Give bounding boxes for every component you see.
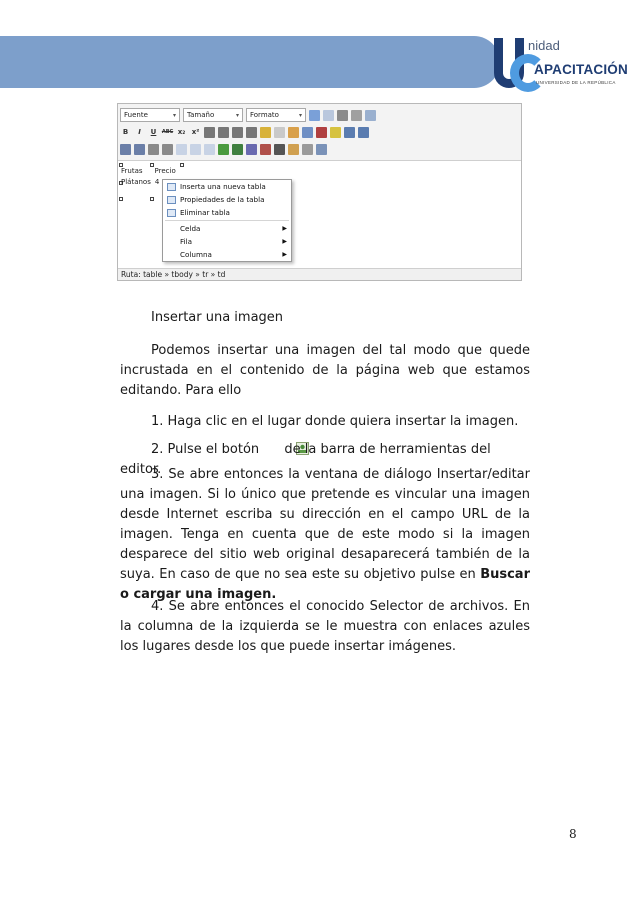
- format-dropdown-label: Formato: [250, 111, 279, 119]
- font-dropdown[interactable]: [120, 108, 180, 122]
- redo-icon[interactable]: [323, 110, 334, 121]
- size-dropdown-label: Tamaño: [187, 111, 215, 119]
- insert-image-icon: [265, 442, 278, 455]
- align-left-icon[interactable]: [204, 127, 215, 138]
- paste-text-icon[interactable]: [288, 127, 299, 138]
- align-right-icon[interactable]: [232, 127, 243, 138]
- menu-item-column[interactable]: [163, 248, 291, 261]
- image-icon[interactable]: [218, 144, 229, 155]
- brush-icon[interactable]: [260, 127, 271, 138]
- menu-item-label: Columna: [180, 250, 212, 259]
- indent-list-icon[interactable]: [162, 144, 173, 155]
- table-cell[interactable]: Frutas: [121, 167, 143, 175]
- flash-icon[interactable]: [260, 144, 271, 155]
- step-3: [120, 465, 530, 605]
- outdent-icon[interactable]: [358, 127, 369, 138]
- outdent-list-icon[interactable]: [148, 144, 159, 155]
- subscript-button[interactable]: x₂: [177, 128, 186, 136]
- step-3-text: 3. Se abre entonces la ventana de diálogo Insertar/editar una imagen. Si lo único que pretende es vincular una imagen desde Internet escriba su dirección en el campo URL de la imagen. Tenga en cuenta que de este modo si la imagen desparece del sitio web original desaparecerá también de la suya. En caso de que no sea este su objetivo pulse en: [120, 467, 530, 582]
- align-justify-icon[interactable]: [246, 127, 257, 138]
- formula-icon[interactable]: [246, 144, 257, 155]
- format-dropdown[interactable]: [246, 108, 306, 122]
- numbered-list-icon[interactable]: [134, 144, 145, 155]
- replace-icon[interactable]: [351, 110, 362, 121]
- link-icon[interactable]: [176, 144, 187, 155]
- menu-item-insert-table[interactable]: [163, 180, 291, 193]
- header-banner: [0, 36, 500, 88]
- indent-icon[interactable]: [344, 127, 355, 138]
- menu-item-label: Fila: [180, 237, 193, 246]
- underline-button[interactable]: U: [150, 128, 157, 136]
- table-cell[interactable]: Precio: [154, 167, 176, 175]
- menu-item-label: Propiedades de la tabla: [180, 195, 265, 204]
- menu-item-row[interactable]: [163, 235, 291, 248]
- menu-item-label: Celda: [180, 224, 201, 233]
- logo-line3: UNIVERSIDAD DE LA REPÚBLICA: [536, 80, 616, 85]
- size-dropdown[interactable]: [183, 108, 243, 122]
- align-center-icon[interactable]: [218, 127, 229, 138]
- resize-handle[interactable]: [150, 197, 154, 201]
- logo-line1: nidad: [528, 38, 560, 53]
- bullet-list-icon[interactable]: [120, 144, 131, 155]
- menu-separator: [165, 220, 289, 221]
- menu-item-cell[interactable]: [163, 222, 291, 235]
- font-dropdown-label: Fuente: [124, 111, 148, 119]
- resize-handle[interactable]: [180, 163, 184, 167]
- table-cell[interactable]: 4: [154, 178, 160, 186]
- logo-line2: APACITACIÓN: [534, 62, 628, 77]
- table-cell[interactable]: Plátanos: [121, 178, 151, 186]
- bold-button[interactable]: B: [122, 128, 129, 136]
- italic-button[interactable]: I: [138, 128, 141, 136]
- text-color-icon[interactable]: [316, 127, 327, 138]
- toolbar-row-3: [120, 141, 327, 157]
- html-icon[interactable]: [302, 144, 313, 155]
- delete-table-icon: [167, 209, 176, 217]
- table-icon[interactable]: [288, 144, 299, 155]
- status-path: Ruta: table » tbody » tr » td: [118, 268, 521, 280]
- media-icon[interactable]: [232, 144, 243, 155]
- paste-icon[interactable]: [274, 127, 285, 138]
- table-icon: [167, 183, 176, 191]
- table-header-row: [121, 167, 176, 175]
- step-2-before: 2. Pulse el botón: [151, 442, 260, 457]
- menu-item-label: Inserta una nueva tabla: [180, 182, 266, 191]
- editor-content[interactable]: [118, 160, 521, 269]
- resize-handle[interactable]: [119, 197, 123, 201]
- toolbar-row-2: [120, 124, 369, 140]
- section-heading: Insertar una imagen: [151, 310, 284, 325]
- menu-item-delete-table[interactable]: [163, 206, 291, 219]
- anchor-icon[interactable]: [204, 144, 215, 155]
- fullscreen-icon[interactable]: [365, 110, 376, 121]
- intro-paragraph: Podemos insertar una imagen del tal modo que quede incrustada en el contenido de la página web que estamos editando. Para ello: [120, 343, 530, 398]
- strikethrough-button[interactable]: ABC: [161, 129, 174, 135]
- table-properties-icon: [167, 196, 176, 204]
- chevron-down-icon: ▾: [235, 111, 239, 119]
- toolbar-row-1: [120, 107, 376, 123]
- menu-item-table-properties[interactable]: [163, 193, 291, 206]
- logo: [490, 28, 638, 100]
- context-menu: [162, 179, 292, 262]
- submenu-arrow-icon: ▶: [282, 238, 287, 245]
- superscript-button[interactable]: x²: [191, 128, 200, 136]
- spellcheck-icon[interactable]: [316, 144, 327, 155]
- step-4: 4. Se abre entonces el conocido Selector de archivos. En la columna de la izquierda se le muestra con enlaces azules los lugares desde los que puede insertar imágenes.: [120, 599, 530, 654]
- submenu-arrow-icon: ▶: [282, 225, 287, 232]
- step-3-link-text: Buscar o cargar una imagen.: [120, 567, 530, 602]
- step-2-after: de la barra de herramientas del editor.: [120, 442, 491, 477]
- unlink-icon[interactable]: [190, 144, 201, 155]
- undo-icon[interactable]: [309, 110, 320, 121]
- highlight-icon[interactable]: [330, 127, 341, 138]
- step-1: 1. Haga clic en el lugar donde quiera insertar la imagen.: [151, 414, 519, 429]
- submenu-arrow-icon: ▶: [282, 251, 287, 258]
- menu-item-label: Eliminar tabla: [180, 208, 230, 217]
- page-number: 8: [569, 827, 577, 841]
- chevron-down-icon: ▾: [172, 111, 176, 119]
- find-icon[interactable]: [337, 110, 348, 121]
- chevron-down-icon: ▾: [298, 111, 302, 119]
- editor-screenshot: [117, 103, 522, 281]
- paste-word-icon[interactable]: [302, 127, 313, 138]
- special-char-icon[interactable]: [274, 144, 285, 155]
